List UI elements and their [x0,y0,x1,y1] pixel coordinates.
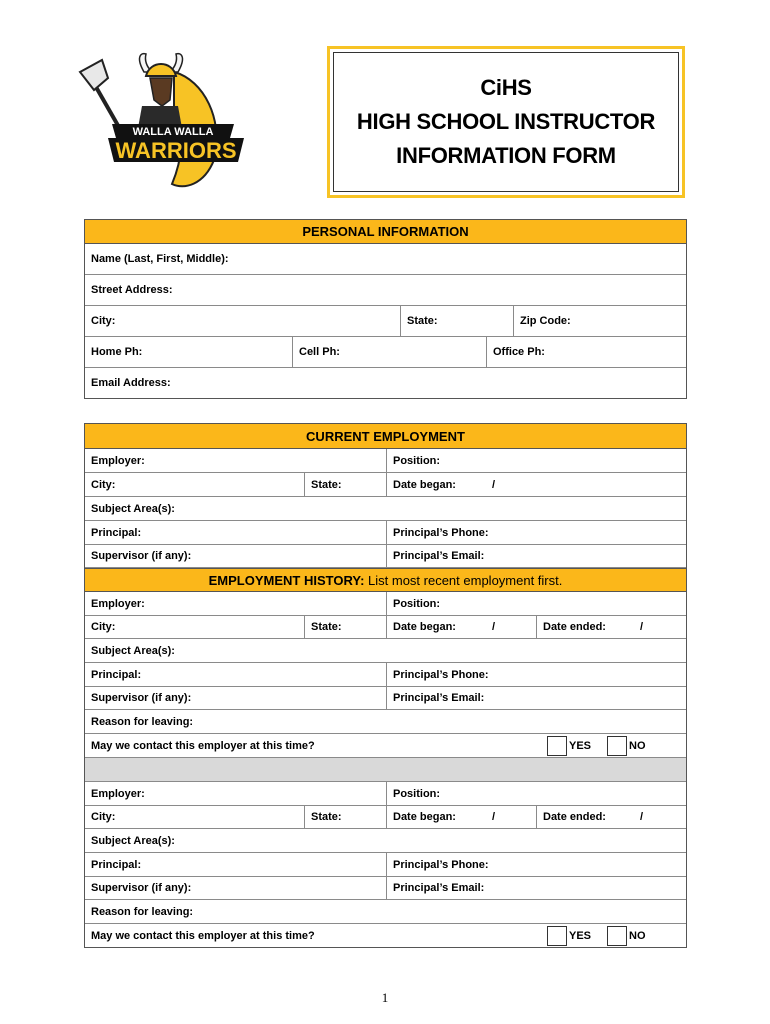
history-1-supervisor-field[interactable]: Supervisor (if any): [91,692,192,704]
history-2-principal-phone-field[interactable]: Principal’s Phone: [393,858,489,871]
zip-code-field[interactable]: Zip Code: [520,315,571,327]
history-2-principal-row [85,853,686,877]
history-1-state-field[interactable]: State: [311,621,342,633]
history-1-employer-field[interactable]: Employer: [91,597,145,610]
history-2-reason-row [85,900,686,924]
history-1-contact-row [85,734,686,758]
history-1-principal-row [85,663,686,687]
page-number: 1 [381,990,389,1005]
cell-phone-field[interactable]: Cell Ph: [299,346,340,358]
date-separator: / [492,478,496,491]
name-row [85,244,686,275]
history-2-supervisor-field[interactable]: Supervisor (if any): [91,882,192,894]
svg-text:WARRIORS: WARRIORS [115,138,237,163]
current-position-field[interactable]: Position: [393,454,441,467]
svg-text:WALLA WALLA: WALLA WALLA [132,126,214,138]
name-field[interactable]: Name (Last, First, Middle): [91,253,229,265]
current-supervisor-field[interactable]: Supervisor (if any): [91,550,192,562]
history-1-position-field[interactable]: Position: [393,597,441,610]
history-1-reason-field[interactable]: Reason for leaving: [91,715,194,728]
history-2-city-field[interactable]: City: [91,811,116,823]
current-city-row [85,473,686,497]
history-2-principal-email-field[interactable]: Principal’s Email: [393,882,485,894]
city-state-zip-row [85,306,686,337]
current-principal-row [85,521,686,545]
current-state-field[interactable]: State: [311,478,342,491]
history-1-subject-field[interactable]: Subject Area(s): [91,644,175,657]
employment-history-header [85,568,686,592]
history-1-yes-label: YES [569,739,592,752]
history-2-subject-field[interactable]: Subject Area(s): [91,834,175,847]
history-1-subject-row [85,639,686,663]
email-address-field[interactable]: Email Address: [91,377,171,389]
current-principal-phone-field[interactable]: Principal’s Phone: [393,526,489,539]
history-2-date-ended-field[interactable]: Date ended: [543,811,606,823]
history-1-city-row [85,616,686,639]
history-1-contact-question: May we contact this employer at this time? [91,739,315,752]
walla-walla-warriors-logo [74,50,246,196]
history-2-supervisor-row [85,877,686,900]
history-1-supervisor-row [85,687,686,710]
history-1-no-label: NO [629,739,646,752]
history-2-contact-question: May we contact this employer at this time? [91,929,315,942]
title-line-3: INFORMATION FORM [396,143,616,168]
current-employer-row [85,449,686,473]
date-separator: / [640,811,644,823]
street-row [85,275,686,306]
employment-history-title: EMPLOYMENT HISTORY: [208,572,365,588]
city-field[interactable]: City: [91,315,116,327]
title-line-1: CiHS [480,75,532,100]
history-2-position-field[interactable]: Position: [393,787,441,800]
history-1-employer-row [85,592,686,616]
personal-information-header: PERSONAL INFORMATION [85,220,686,244]
history-2-reason-field[interactable]: Reason for leaving: [91,905,194,918]
history-1-principal-field[interactable]: Principal: [91,668,142,681]
employment-section [84,423,687,948]
current-subject-row [85,497,686,521]
current-employer-field[interactable]: Employer: [91,454,145,467]
phones-row [85,337,686,368]
form-title-box [327,46,685,198]
history-2-no-label: NO [629,929,646,942]
state-field[interactable]: State: [407,315,438,327]
current-date-began-field[interactable]: Date began: [393,478,456,491]
date-separator: / [640,621,644,633]
history-2-date-began-field[interactable]: Date began: [393,811,456,823]
history-1-reason-row [85,710,686,734]
date-separator: / [492,811,496,823]
history-1-principal-phone-field[interactable]: Principal’s Phone: [393,668,489,681]
history-1-city-field[interactable]: City: [91,621,116,633]
history-2-contact-row [85,924,686,947]
current-principal-email-field[interactable]: Principal’s Email: [393,550,485,562]
date-separator: / [492,621,496,633]
history-2-city-row [85,806,686,829]
history-2-state-field[interactable]: State: [311,811,342,823]
entry-separator-band [85,758,686,782]
current-subject-field[interactable]: Subject Area(s): [91,502,175,515]
history-1-date-began-field[interactable]: Date began: [393,621,456,633]
home-phone-field[interactable]: Home Ph: [91,346,143,358]
history-2-employer-field[interactable]: Employer: [91,787,145,800]
history-2-yes-label: YES [569,929,592,942]
current-employment-header: CURRENT EMPLOYMENT [85,424,686,449]
current-city-field[interactable]: City: [91,478,116,491]
history-2-subject-row [85,829,686,853]
office-phone-field[interactable]: Office Ph: [493,346,545,358]
history-2-employer-row [85,782,686,806]
current-supervisor-row [85,545,686,568]
email-row [85,368,686,398]
personal-information-section [84,219,687,399]
street-address-field[interactable]: Street Address: [91,284,173,296]
history-1-date-ended-field[interactable]: Date ended: [543,621,606,633]
title-line-2: HIGH SCHOOL INSTRUCTOR [356,109,656,134]
history-2-principal-field[interactable]: Principal: [91,858,142,871]
employment-history-instruction: List most recent employment first. [364,572,563,588]
history-1-principal-email-field[interactable]: Principal’s Email: [393,692,485,704]
current-principal-field[interactable]: Principal: [91,526,142,539]
